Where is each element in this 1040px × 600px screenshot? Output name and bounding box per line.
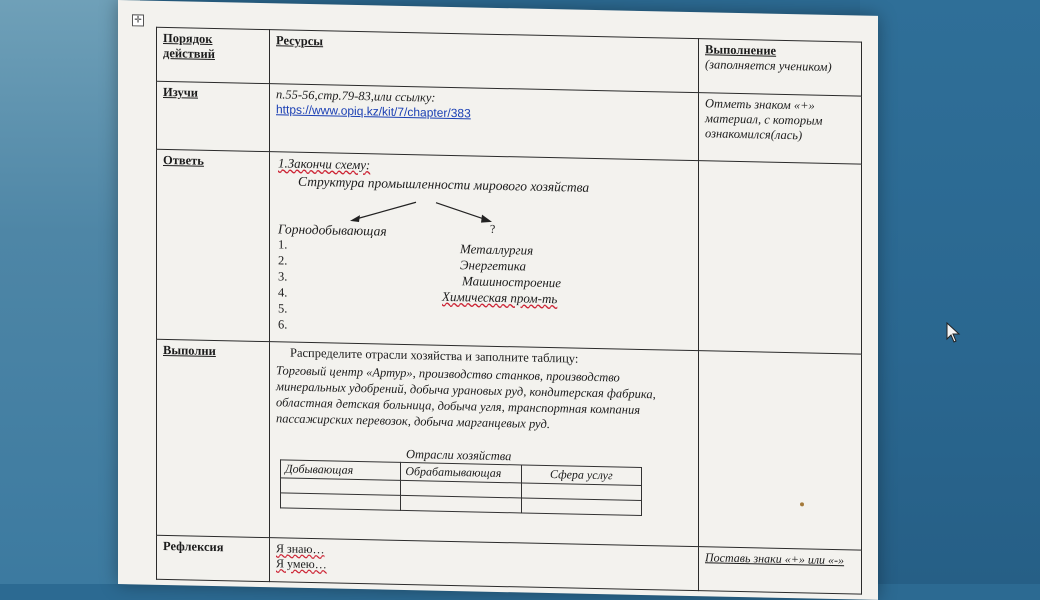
row-perform xyxy=(157,339,862,550)
scheme-industry: Химическая пром-ть xyxy=(442,288,558,307)
scheme-number: 6. xyxy=(278,317,288,332)
document-page xyxy=(118,0,878,600)
perform-label: Выполни xyxy=(163,342,216,359)
perform-resources-cell[interactable] xyxy=(270,342,699,547)
scheme-number: 2. xyxy=(278,253,288,268)
sub-table xyxy=(280,459,642,516)
study-text: п.55-56,стр.79-83,или ссылку: xyxy=(276,87,436,105)
reflection-line-1: Я знаю… xyxy=(276,541,325,557)
sub-table-caption: Отрасли хозяйства xyxy=(406,447,512,464)
sub-table-cell[interactable] xyxy=(521,498,641,516)
header-order: Порядок действий xyxy=(163,30,215,62)
answer-label: Ответь xyxy=(163,152,204,168)
answer-completion-cell[interactable] xyxy=(699,161,862,354)
perform-label-cell[interactable] xyxy=(157,339,270,537)
study-completion: Отметь знаком «+» материал, с которым ознакомился(лась) xyxy=(705,96,823,143)
speck xyxy=(800,502,804,506)
desktop-background-right xyxy=(860,0,1040,584)
scheme-number: 5. xyxy=(278,301,288,316)
header-resources-cell[interactable] xyxy=(270,30,699,93)
study-link[interactable]: https://www.opiq.kz/kit/7/chapter/383 xyxy=(276,102,471,121)
scheme-number: 4. xyxy=(278,285,288,300)
scheme-number: 3. xyxy=(278,269,288,284)
study-label-cell[interactable] xyxy=(157,81,270,151)
row-answer xyxy=(157,149,862,354)
scheme-number: 1. xyxy=(278,237,288,252)
scheme-industry: Энергетика xyxy=(460,257,527,274)
header-completion-cell[interactable] xyxy=(699,39,862,96)
sub-table-header[interactable]: Добывающая xyxy=(281,460,401,481)
sub-table-header[interactable]: Сфера услуг xyxy=(521,465,641,486)
scheme-industry: Машиностроение xyxy=(462,273,562,291)
scheme-title: Структура промышленности мирового хозяйства xyxy=(298,173,590,195)
reflection-resources-cell[interactable] xyxy=(270,538,699,591)
reflection-label-cell[interactable] xyxy=(157,535,270,581)
scheme xyxy=(276,155,692,332)
header-resources: Ресурсы xyxy=(276,33,324,49)
reflection-completion-cell[interactable] xyxy=(699,547,862,594)
lesson-table xyxy=(156,27,862,595)
answer-resources-cell[interactable] xyxy=(270,152,699,351)
header-completion-note: (заполняется учеником) xyxy=(705,57,832,74)
sub-table-cell[interactable] xyxy=(401,495,521,513)
perform-instruction: Распределите отрасли хозяйства и заполните таблицу: xyxy=(290,345,579,366)
header-completion: Выполнение xyxy=(705,42,777,58)
table-move-handle-icon[interactable]: ✛ xyxy=(132,14,144,26)
scheme-left-branch: Горнодобывающая xyxy=(278,221,387,239)
sub-table-cell[interactable] xyxy=(281,493,401,511)
study-label: Изучи xyxy=(163,84,198,100)
scheme-industry: Металлургия xyxy=(460,241,534,258)
reflection-completion: Поставь знаки «+» или «-» xyxy=(705,550,845,568)
study-resources-cell[interactable] xyxy=(270,84,699,161)
perform-body: Торговый центр «Артур», производство станков, производство минеральных удобрений, добыча урановых руд, кондитерская фабрика, областная детская больница, добыча угля, транспортная компания пассажирских перевозок, добыча марганцевых руд. xyxy=(276,363,656,432)
perform-completion-cell[interactable] xyxy=(699,351,862,550)
answer-task: 1.Закончи схему: xyxy=(278,155,371,173)
reflection-line-2: Я умею… xyxy=(276,556,327,572)
sub-table-header[interactable]: Обрабатывающая xyxy=(401,462,521,483)
study-completion-cell[interactable] xyxy=(699,93,862,164)
reflection-label: Рефлексия xyxy=(163,538,224,555)
answer-label-cell[interactable] xyxy=(157,149,270,341)
scheme-right-branch: ? xyxy=(490,221,496,236)
header-order-cell[interactable] xyxy=(157,27,270,83)
